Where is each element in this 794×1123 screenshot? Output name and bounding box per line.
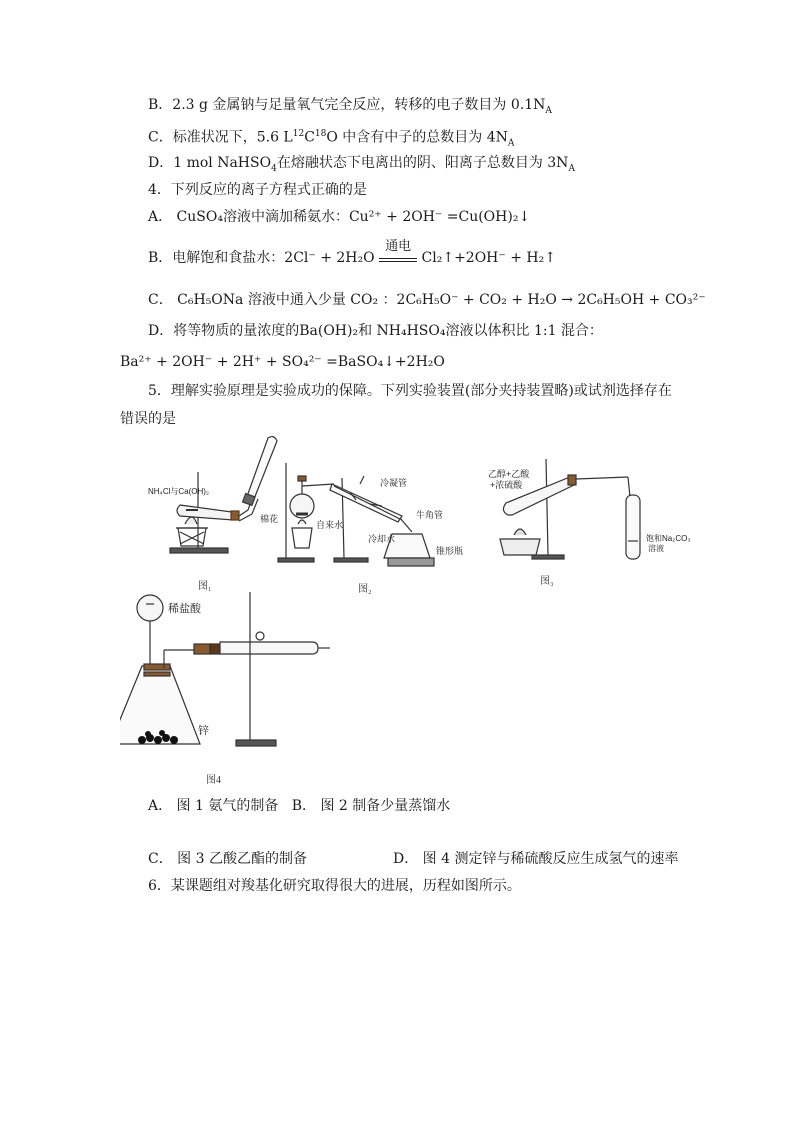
- q5-option-d: D． 图 4 测定锌与稀硫酸反应生成氢气的速率: [393, 851, 679, 867]
- fig4-zinc-label: 锌: [198, 725, 209, 737]
- fig1-cotton-label: 棉花: [260, 514, 279, 524]
- figure-2-caption: 图₂: [358, 584, 372, 595]
- q5-option-a: A． 图 1 氨气的制备: [148, 798, 279, 814]
- fig3-solution-label-2: 溶液: [648, 544, 664, 553]
- figure-4-caption: 图4: [206, 775, 221, 786]
- q5-stem-line1: 5．理解实验原理是实验成功的保障。下列实验装置(部分夹持装置略)或试剂选择存在: [148, 383, 672, 399]
- fig2-coolwater-label: 冷却水: [368, 534, 396, 544]
- electrolysis-condition: 通电: [385, 239, 412, 254]
- figure-3-caption: 图₃: [540, 576, 554, 587]
- fig3-reagent-label-1: 乙醇+乙酸: [488, 469, 530, 479]
- q3-option-d: D．1 mol NaHSO$_4$在熔融状态下电离出的阴、阳离子总数目为 $3N_A$: [148, 155, 575, 174]
- figure-1-caption: 图₁: [198, 581, 212, 592]
- q4-option-d: D．将等物质的量浓度的Ba(OH)₂和 NH₄HSO₄溶液以体积比 1:1 混合：: [148, 323, 603, 339]
- q4-option-a: A． CuSO₄溶液中滴加稀氨水：Cu²⁺ + 2OH⁻ =Cu(OH)₂↓: [148, 209, 531, 225]
- fig2-condenser-label: 冷凝管: [380, 478, 408, 488]
- q5-option-b: B． 图 2 制备少量蒸馏水: [291, 798, 451, 814]
- fig2-tapwater-label: 自来水: [316, 520, 344, 530]
- q6-stem: 6．某课题组对羧基化研究取得很大的进展，历程如图所示。: [148, 878, 521, 894]
- fig3-solution-label-1: 饱和Na₂CO₃: [646, 534, 691, 543]
- q5-options-ab: [148, 796, 450, 816]
- q5-option-c: C． 图 3 乙酸乙酯的制备: [148, 851, 307, 867]
- q4-stem: 4．下列反应的离子方程式正确的是: [148, 182, 367, 198]
- figure-3-ester-apparatus: [478, 455, 718, 570]
- q4-option-c: C． C₆H₅ONa 溶液中通入少量 CO₂ ：2C₆H₅O⁻ + CO₂ + H₂O → 2C₆H₅OH + CO₃²⁻: [148, 292, 706, 308]
- figure-1-ammonia-apparatus: [140, 432, 285, 592]
- fig1-reagent-label: NH₄Cl与Ca(OH)₂: [148, 487, 210, 496]
- fig2-adapter-label: 牛角管: [416, 510, 444, 520]
- figure-2-distillation-apparatus: [272, 458, 472, 578]
- figure-4-gas-rate-apparatus: [120, 588, 335, 753]
- fig4-acid-label: 稀盐酸: [168, 603, 201, 615]
- q3-option-b: B．2.3 g 金属钠与足量氧气完全反应，转移的电子数目为 $0.1N_A$: [148, 97, 552, 116]
- fig2-flask-label: 锥形瓶: [436, 546, 464, 556]
- q4-option-b: B．电解饱和食盐水：2Cl⁻ + 2H₂O 通电 Cl₂↑+2OH⁻ + H₂↑: [148, 239, 556, 266]
- q3-option-c: C．标准状况下，5.6 $L^{12}C^{18}O$ 中含有中子的总数目为 $4N_A$: [148, 129, 515, 149]
- fig3-reagent-label-2: +浓硫酸: [490, 480, 523, 490]
- q4-option-d-equation: Ba²⁺ + 2OH⁻ + 2H⁺ + SO₄²⁻ =BaSO₄↓+2H₂O: [120, 354, 445, 370]
- q5-stem-line2: 错误的是: [120, 411, 176, 427]
